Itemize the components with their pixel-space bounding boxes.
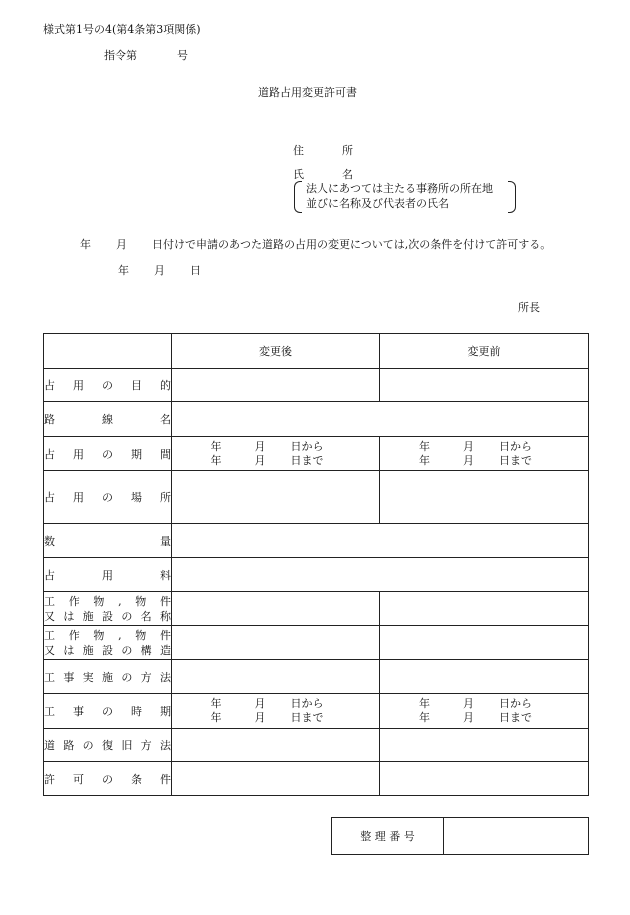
- row-work-method: 工 事 実 施 の 方 法: [44, 660, 589, 694]
- work-time-before[interactable]: 年 月 日から 年 月 日まで: [380, 694, 589, 729]
- place-after[interactable]: [172, 471, 380, 524]
- row-fee: 占 用 料: [44, 558, 589, 592]
- period-before[interactable]: 年 月 日から 年 月 日まで: [380, 437, 589, 471]
- work-method-after[interactable]: [172, 660, 380, 694]
- directive-prefix: 指令第: [104, 49, 137, 62]
- row-period: 占 用 の 期 間 年 月 日から 年 月 日まで 年 月 日から 年 月 日まで: [44, 437, 589, 471]
- place-before[interactable]: [380, 471, 589, 524]
- change-table: [43, 333, 589, 796]
- restore-method-before[interactable]: [380, 729, 589, 762]
- structure-build-before[interactable]: [380, 626, 589, 660]
- fee-value[interactable]: [172, 558, 589, 592]
- row-place: 占 用 の 場 所: [44, 471, 589, 524]
- route-value[interactable]: [172, 402, 589, 437]
- row-structure-build: 工 作 物 , 物 件 又 は 施 設 の 構 造: [44, 626, 589, 660]
- structure-name-after[interactable]: [172, 592, 380, 626]
- row-conditions: 許 可 の 条 件: [44, 762, 589, 796]
- purpose-before[interactable]: [380, 369, 589, 402]
- work-method-before[interactable]: [380, 660, 589, 694]
- reference-number-field[interactable]: [444, 818, 589, 855]
- restore-method-after[interactable]: [172, 729, 380, 762]
- row-structure-name: 工 作 物 , 物 件 又 は 施 設 の 名 称: [44, 592, 589, 626]
- col-before-header: 変更前: [380, 334, 589, 369]
- row-restore-method: 道 路 の 復 旧 方 法: [44, 729, 589, 762]
- form-header: 様式第1号の4(第4条第3項関係): [43, 23, 201, 36]
- structure-build-after[interactable]: [172, 626, 380, 660]
- address-label: 住 所: [293, 144, 353, 157]
- col-after-header: 変更後: [172, 334, 380, 369]
- corporate-note: 法人にあつては主たる事務所の所在地 並びに名称及び代表者の氏名: [294, 181, 516, 212]
- issue-date: 年 月 日: [118, 264, 201, 277]
- signer-title: 所長: [518, 301, 540, 314]
- work-time-after[interactable]: 年 月 日から 年 月 日まで: [172, 694, 380, 729]
- corner-cell: [44, 334, 172, 369]
- purpose-after[interactable]: [172, 369, 380, 402]
- row-purpose: 占 用 の 目 的: [44, 369, 589, 402]
- structure-name-before[interactable]: [380, 592, 589, 626]
- row-route: 路 線 名: [44, 402, 589, 437]
- row-work-time: 工 事 の 時 期 年 月 日から 年 月 日まで 年 月 日から 年 月 日まで: [44, 694, 589, 729]
- page-title: 道路占用変更許可書: [258, 86, 357, 99]
- reference-number-label: 整 理 番 号: [332, 818, 444, 855]
- quantity-value[interactable]: [172, 524, 589, 558]
- period-after[interactable]: 年 月 日から 年 月 日まで: [172, 437, 380, 471]
- name-label: 氏 名: [293, 168, 353, 181]
- row-quantity: 数 量: [44, 524, 589, 558]
- body-text: 年 月 日付けで申請のあつた道路の占用の変更については,次の条件を付けて許可する。: [80, 238, 552, 251]
- conditions-after[interactable]: [172, 762, 380, 796]
- reference-number-box: [331, 817, 589, 855]
- conditions-before[interactable]: [380, 762, 589, 796]
- directive-suffix: 号: [177, 49, 188, 62]
- directive-number: [104, 47, 188, 63]
